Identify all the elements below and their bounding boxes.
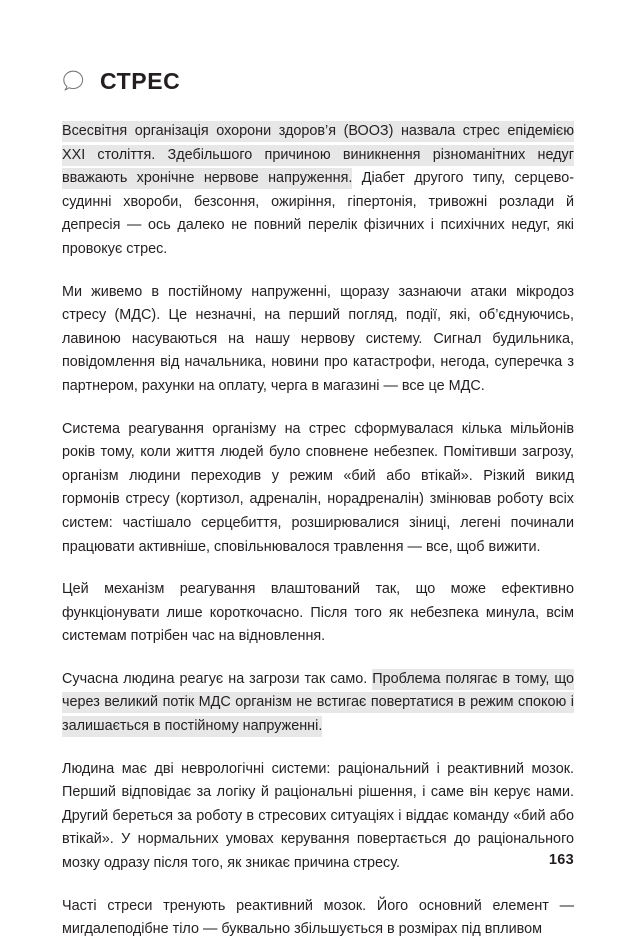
paragraph-4	[62, 578, 574, 649]
paragraph-2	[62, 281, 574, 399]
highlighted-text: Всесвітня організація охорони здоров’я (ВООЗ) назвала стрес епідемією XXI століття. Здебільшого причиною виникнення різноманітних недуг вважають хронічне нервове напруження.	[62, 121, 574, 189]
paragraph-text: Цей механізм реагування влаштований так, що може ефективно функціонувати лише короткочасно. Після того як небезпека минула, всім системам потрібен час на відновлення.	[62, 581, 574, 645]
page-number: 163	[548, 852, 574, 868]
speech-bubble-icon	[60, 68, 86, 94]
paragraph-text: Діабет другого типу, серцево-судинні хвороби, безсоння, ожиріння, гіпертонія, тривожні розлади й депресія — ось далеко не повний перелік фізичних і психічних недуг, які провокує стрес.	[62, 170, 574, 257]
paragraph-text: Сучасна людина реагує на загрози так само.	[62, 670, 373, 687]
paragraph-1	[62, 120, 574, 262]
paragraph-text: Людина має дві неврологічні системи: раціональний і реактивний мозок. Перший відповідає за логіку й раціональні рішення, і саме він керує нами. Другий береться за роботу в стресових ситуаціях і віддає команду «бий або втікай». У нормальних умовах керування повертається до раціонального мозку одразу після того, як зникає причина стресу.	[62, 760, 574, 872]
page-content	[62, 68, 574, 942]
paragraph-3	[62, 418, 574, 560]
paragraph-text: Ми живемо в постійному напруженні, щоразу зазнаючи атаки мікродоз стресу (МДС). Це незначні, на перший погляд, події, які, об’єднуючись, лавиною насуваються на нашу нервову систему. Сигнал будильника, повідомлення від начальника, новини про катастрофи, негода, суперечка з партнером, рахунки на оплату, черга в магазині — все це МДС.	[62, 283, 574, 394]
paragraph-6	[62, 758, 574, 876]
paragraph-7	[62, 895, 574, 942]
paragraph-text: Часті стреси тренують реактивний мозок. Його основний елемент — мигдалеподібне тіло — буквально збільшується в розмірах під впливом	[62, 897, 574, 938]
chapter-heading	[62, 68, 574, 94]
paragraph-text: Система реагування організму на стрес сформувалася кілька мільйонів років тому, коли життя людей було сповнене небезпек. Помітивши загрозу, організм людини переходив у режим «бий або втікай». Різкий викид гормонів стресу (кортизол, адреналін, норадреналін) змінював роботу всіх систем: частішало серцебиття, розширювалися зіниці, легені починали працювати активніше, сповільнювалося травлення — все, щоб вижити.	[62, 420, 574, 555]
highlighted-text: Проблема полягає в тому, що через великий потік МДС організм не встигає повертатися в режим спокою і залишається в постійному напруженні.	[62, 669, 574, 737]
page-title: СТРЕС	[100, 67, 181, 94]
paragraph-5	[62, 668, 574, 739]
